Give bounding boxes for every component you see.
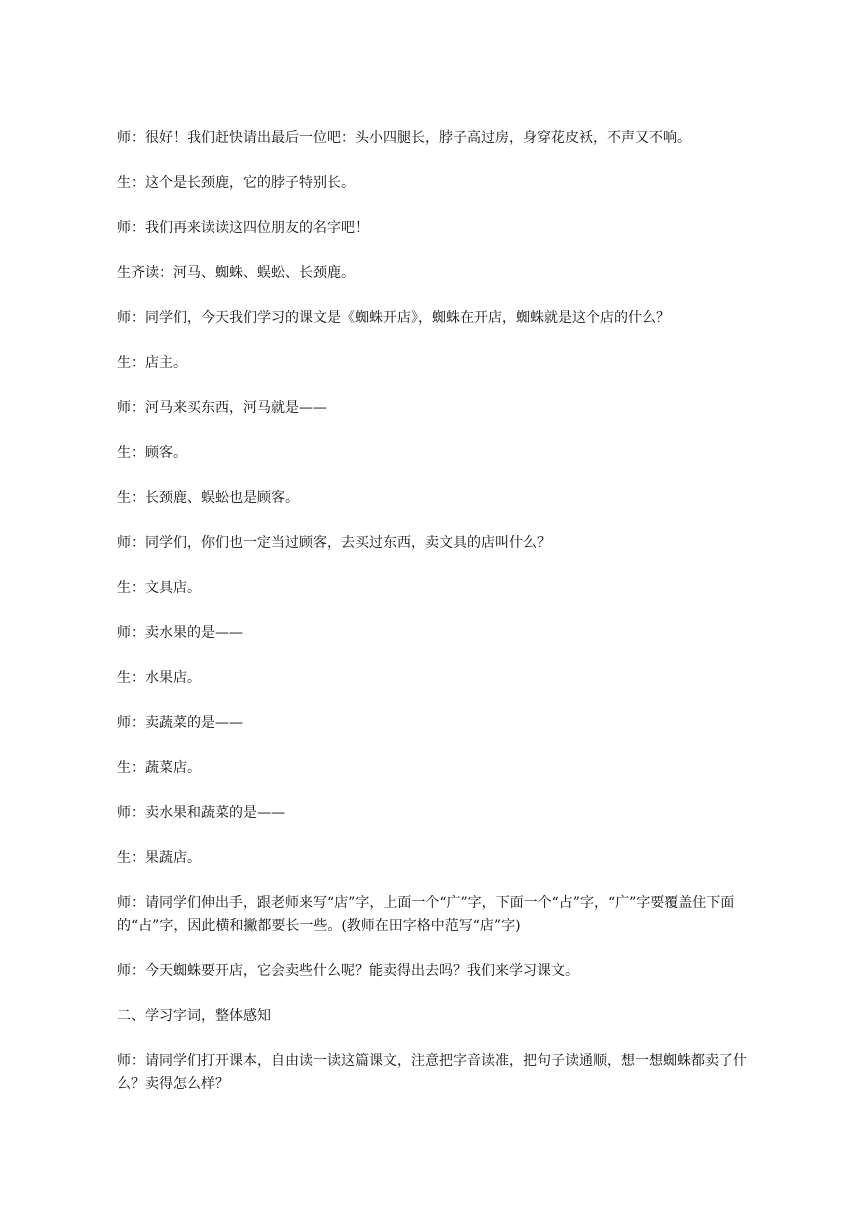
paragraph: 生：顾客。	[117, 445, 187, 461]
paragraph: 生：店主。	[117, 355, 187, 371]
paragraph: 生：果蔬店。	[117, 850, 201, 866]
paragraph: 生：文具店。	[117, 580, 201, 596]
paragraph: 生：长颈鹿、蜈蚣也是顾客。	[117, 490, 299, 506]
paragraph: 师：很好！我们赶快请出最后一位吧：头小四腿长，脖子高过房，身穿花皮袄，不声又不响。	[117, 130, 691, 146]
paragraph: 师：今天蜘蛛要开店，它会卖些什么呢？能卖得出去吗？我们来学习课文。	[117, 963, 579, 979]
paragraph: 生齐读：河马、蜘蛛、蜈蚣、长颈鹿。	[117, 265, 355, 281]
paragraph: 师：同学们，今天我们学习的课文是《蜘蛛开店》，蜘蛛在开店，蜘蛛就是这个店的什么？	[117, 310, 670, 326]
paragraph: 生：这个是长颈鹿，它的脖子特别长。	[117, 175, 355, 191]
paragraph: 师：同学们，你们也一定当过顾客，去买过东西，卖文具的店叫什么？	[117, 535, 551, 551]
paragraph: 师：请同学们伸出手，跟老师来写“店”字，上面一个“广”字，下面一个“占”字，“广”字要覆盖住下面的“占”字，因此横和撇都要长一些。(教师在田字格中范写“店”字)	[117, 895, 735, 934]
paragraph: 师：卖水果的是——	[117, 625, 243, 641]
paragraph: 师：请同学们打开课本，自由读一读这篇课文，注意把字音读准，把句子读通顺，想一想蜘蛛都卖了什么？卖得怎么样？	[117, 1053, 747, 1092]
paragraph: 师：卖蔬菜的是——	[117, 715, 243, 731]
paragraph: 生：水果店。	[117, 670, 201, 686]
section-heading: 二、学习字词，整体感知	[117, 1008, 271, 1024]
paragraph: 师：我们再来读读这四位朋友的名字吧！	[117, 220, 369, 236]
document-body	[117, 127, 747, 1118]
paragraph: 师：卖水果和蔬菜的是——	[117, 805, 285, 821]
paragraph: 生：蔬菜店。	[117, 760, 201, 776]
paragraph: 师：河马来买东西，河马就是——	[117, 400, 327, 416]
